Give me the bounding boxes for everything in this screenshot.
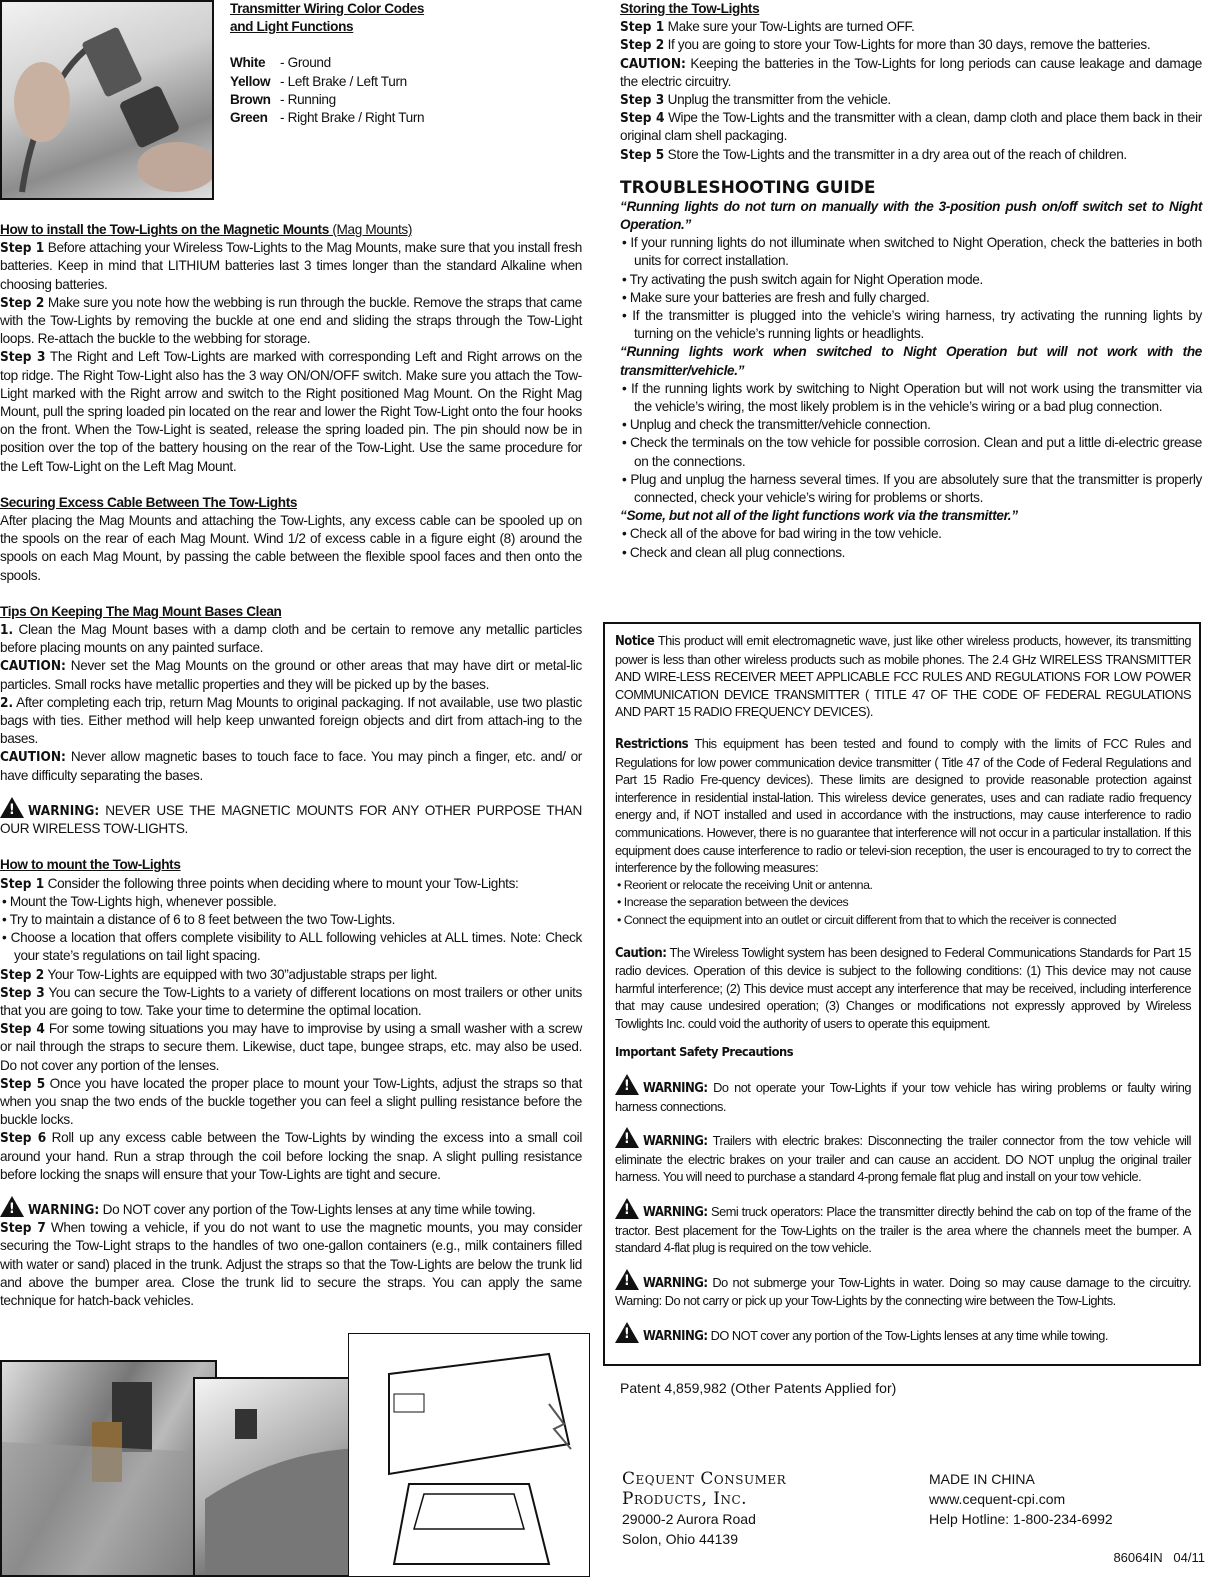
install-step: [0, 239, 582, 294]
mount-step: [0, 1129, 582, 1184]
bullet-text: Check all of the above for bad wiring in the tow vehicle.: [629, 526, 942, 542]
warning-text: Trailers with electric brakes: Disconnecting the trailer connector from the tow vehicle will eliminate the electric brakes on your trailer and can cause an accident. DO NOT unplug the original trailer harness. You will need to purchase a standard 4-prong female flat plug and install on your tow vehicle.: [615, 1133, 1191, 1185]
safety-warning: [615, 1322, 1191, 1346]
wire-function: - Running: [280, 91, 336, 107]
warning-icon: [615, 1127, 639, 1148]
warning-text: NEVER USE THE MAGNETIC MOUNTS FOR ANY OTHER PURPOSE THAN OUR WIRELESS TOW-LIGHTS.: [0, 802, 582, 837]
bullet-icon: •: [2, 893, 10, 909]
step-text: Never set the Mag Mounts on the ground or other areas that may have dirt or metal-lic particles. Small rocks have metallic properties and they will be picked up by the bases.: [0, 658, 582, 692]
bullet-text: Check and clean all plug connections.: [629, 544, 846, 560]
trouble-bullet: [620, 289, 1202, 307]
bullet-icon: •: [622, 380, 631, 396]
trouble-bullet: [620, 544, 1202, 562]
measure-bullet: [615, 877, 1191, 895]
wire-function: - Left Brake / Left Turn: [280, 73, 407, 89]
storing-item: [620, 91, 1202, 109]
company-address-1: 29000-2 Aurora Road: [622, 1511, 756, 1527]
warning-label: WARNING:: [643, 1329, 708, 1344]
wiring-row: [230, 91, 590, 109]
step-text: Once you have located the proper place to mount your Tow-Lights, adjust the straps so that when you snap the two ends of the buckle together you can feel a slight pulling resistance before the buckle locks.: [0, 1075, 582, 1128]
step-text: When towing a vehicle, if you do not want to use the magnetic mounts, you may consider securing the Tow-Light straps to the handles of two one-gallon containers (e.g., milk containers filled with water or sand) placed in the trunk. Adjust the straps so that the Tow-Lights are below the trunk lid and above the bumper area. Close the trunk lid to secure the straps. You can apply the same technique for hatch-back vehicles.: [0, 1220, 582, 1308]
warning-label: WARNING:: [28, 1201, 100, 1218]
caution-text: The Wireless Towlight system has been designed to Federal Communications Standards for Part 15 radio devices. Operation of this device is subject to the following conditions: (1) This device may not cause harmful interference; (2) This device must accept any interference that may be received, including interference that may cause undesired operation; (3) Changes or modifications not expressly approved by Wireless Towlights Inc. could void the authority of users to operate this equipment.: [615, 944, 1191, 1031]
bullet-text: Connect the equipment into an outlet or circuit different from that to which the receiver is connected: [623, 912, 1116, 927]
wiring-row: [230, 54, 590, 72]
wiring-row: [230, 73, 590, 91]
step-text: After completing each trip, return Mag Mounts to original packaging. If not available, use two plastic bags with ties. Either method will help keep unwanted foreign objects and dirt from attach-ing to the bases.: [0, 694, 582, 747]
bullet-text: If the transmitter is plugged into the vehicle’s wiring harness, try activating the running lights by turning on the vehicle’s running lights or headlights.: [632, 308, 1202, 342]
mount-step: [0, 1075, 582, 1130]
website: www.cequent-cpi.com: [929, 1491, 1066, 1507]
wire-function: - Right Brake / Right Turn: [280, 110, 425, 126]
install-title: How to install the Tow-Lights on the Magnetic Mounts: [0, 222, 329, 237]
mount-steps: [0, 966, 582, 1184]
step-label: Step 7: [0, 1220, 46, 1237]
caution-label: Caution:: [615, 945, 667, 961]
wire-color: Brown: [230, 91, 271, 107]
storing-items: [620, 18, 1202, 164]
mount-title: How to mount the Tow-Lights: [0, 857, 181, 873]
storing-item: [620, 55, 1202, 91]
caution-paragraph: [615, 944, 1191, 1033]
step-text: Unplug the transmitter from the vehicle.: [664, 92, 891, 108]
step-text: Your Tow-Lights are equipped with two 30”adjustable straps per light.: [44, 966, 438, 982]
storing-title: Storing the Tow-Lights: [620, 1, 760, 16]
step-text: Make sure your Tow-Lights are turned OFF.: [664, 19, 915, 35]
company-name-1: Cequent Consumer: [622, 1469, 787, 1489]
hotline: Help Hotline: 1-800-234-6992: [929, 1511, 1113, 1527]
contact-block: [929, 1469, 1199, 1529]
install-title-suffix: (Mag Mounts): [328, 222, 413, 237]
securing-title: Securing Excess Cable Between The Tow-Lights: [0, 494, 298, 510]
securing-text: After placing the Mag Mounts and attaching the Tow-Lights, any excess cable can be spooled up on the spools on the rear of each Mag Mount. Wind 1/2 of excess cable in a figure eight (8) around the spools on each Mag Mount, by passing the cable between the flexible spool faces and then onto the spools.: [0, 513, 582, 583]
trouble-bullet: [620, 434, 1202, 470]
trouble-bullet: [620, 525, 1202, 543]
step-text: Before attaching your Wireless Tow-Lights to the Mag Mounts, make sure that you install fresh batteries. Keep in mind that LITHIUM batteries last 3 times longer than the standard Alkaline when choosing batteries.: [0, 240, 582, 292]
wiring-table: [230, 54, 590, 127]
doc-code: 86064IN 04/11: [1113, 1550, 1205, 1565]
bullet-text: If your running lights do not illuminate when switched to Night Operation, check the batteries in both units for correct installation.: [630, 235, 1202, 269]
safety-warning: [615, 1269, 1191, 1310]
warning-icon: [615, 1074, 639, 1095]
plug-photo: [0, 0, 214, 200]
trouble-bullets-3: [620, 525, 1202, 561]
mount-warning: [0, 1196, 582, 1219]
bullet-text: Choose a location that offers complete visibility to ALL following vehicles at ALL times. Note: Check your state’s regulations on tail light spacing.: [10, 930, 582, 964]
bullet-icon: •: [622, 435, 631, 451]
install-section: [0, 221, 582, 239]
step-label: Step 1: [0, 240, 45, 257]
step-label: Step 4: [620, 110, 665, 127]
tips-item: [0, 621, 582, 657]
mount-step-7: [0, 1219, 582, 1310]
warning-text: Do not operate your Tow-Lights if your tow vehicle has wiring problems or faulty wiring harness connections.: [615, 1080, 1191, 1114]
mount-step: [0, 966, 582, 984]
bullet-text: Try to maintain a distance of 6 to 8 feet between the two Tow-Lights.: [9, 911, 395, 927]
warning-icon: [615, 1269, 639, 1290]
mount-section: [0, 856, 582, 1310]
rv-car-drawing: [349, 1334, 589, 1576]
install-steps: [0, 239, 582, 476]
wire-color: White: [230, 55, 266, 71]
made-in: MADE IN CHINA: [929, 1471, 1035, 1487]
troubleshooting-title: TROUBLESHOOTING GUIDE: [620, 177, 876, 198]
step-label: Step 2: [0, 294, 45, 311]
plug-photo-illustration: [2, 2, 212, 198]
step-label: Step 5: [620, 146, 665, 163]
step-text: If you are going to store your Tow-Lights for more than 30 days, remove the batteries.: [664, 37, 1151, 53]
warning-label: WARNING:: [643, 1134, 708, 1150]
warning-label: WARNING:: [28, 802, 100, 819]
trouble-bullet: [620, 234, 1202, 270]
company-block: [622, 1469, 922, 1549]
mount-bullets: [0, 893, 582, 966]
bullet-icon: •: [622, 235, 631, 251]
warning-label: WARNING:: [643, 1275, 708, 1291]
bullet-text: Try activating the push switch again for Night Operation mode.: [629, 271, 983, 287]
safety-warning: [615, 1198, 1191, 1257]
bullet-icon: •: [622, 271, 630, 287]
warning-text: Semi truck operators: Place the transmitter directly behind the cab on top of the frame of the tractor. Best placement for the Tow-Lights on the trailer is the area where the channels meet the bumper. A standard 4-flat plug is required on the tow vehicle.: [615, 1204, 1191, 1256]
mag-mount-photo: [0, 1360, 217, 1577]
install-step: [0, 348, 582, 475]
safety-warning: [615, 1127, 1191, 1186]
warning-icon: [615, 1198, 639, 1219]
tips-items: [0, 621, 582, 785]
step-text: Wipe the Tow-Lights and the transmitter with a clean, damp cloth and place them back in their original clam shell packaging.: [620, 110, 1202, 144]
restrictions-text: This equipment has been tested and found to comply with the limits of FCC Rules and Regulations for low power communication device transmitter ( Title 47 of the Code of Federal Regulations and Part 15 Radio Fre-quency devices). These limits are designed to provide reasonable protection against interference in residential instal-lation. This wireless device generates, uses and can radiate radio frequency energy and, if NOT installed and used in accordance with the instructions, may cause interference to radio communications. However, there is no guarantee that interference will not occur in a particular installation. If this equipment does cause interference to radio or televi-sion reception, the user is encouraged to try to correct the interference by the following measures:: [615, 735, 1191, 876]
trouble-bullets-2: [620, 380, 1202, 507]
step-text: For some towing situations you may have to improvise by using a small washer with a screw or nail through the straps to secure them. Likewise, duct tape, bungee straps, etc. may also be used. Do not cover any portion of the lenses.: [0, 1021, 582, 1073]
warning-label: WARNING:: [643, 1081, 708, 1097]
step-text: Consider the following three points when deciding where to mount your Tow-Lights:: [44, 875, 519, 891]
warning-label: WARNING:: [643, 1205, 708, 1221]
mount-bullet: [0, 911, 582, 929]
warning-text: Do not submerge your Tow-Lights in water. Doing so may cause damage to the circuitry. Warning: Do not carry or pick up your Tow-Lights by the connecting wire between the Tow-Lights.: [615, 1274, 1191, 1309]
mag-mount-illustration: [2, 1362, 215, 1575]
mount-bullet: [0, 929, 582, 965]
trouble-bullet: [620, 471, 1202, 507]
wiring-section: [230, 0, 590, 127]
bullet-icon: •: [622, 544, 630, 560]
bullet-icon: •: [622, 526, 630, 542]
safety-warnings: [615, 1074, 1191, 1346]
step-label: 1.: [0, 622, 14, 639]
tips-item: [0, 694, 582, 749]
warning-text: Do NOT cover any portion of the Tow-Lights lenses at any time while towing.: [99, 1201, 536, 1217]
step-label: CAUTION:: [620, 55, 686, 72]
restrictions-label: Restrictions: [615, 736, 689, 752]
storing-item: [620, 109, 1202, 145]
wiring-title: Transmitter Wiring Color Codes: [230, 1, 425, 16]
step-label: Step 5: [0, 1075, 46, 1092]
mount-step: [0, 984, 582, 1020]
safety-warning: [615, 1074, 1191, 1115]
bullet-text: Mount the Tow-Lights high, whenever possible.: [9, 893, 277, 909]
storing-item: [620, 18, 1202, 36]
bullet-text: Unplug and check the transmitter/vehicle connection.: [629, 417, 931, 433]
bullet-icon: •: [622, 308, 633, 324]
step-label: Step 1: [0, 875, 45, 892]
storing-item: [620, 36, 1202, 54]
tips-item: [0, 657, 582, 693]
trouble-bullet: [620, 380, 1202, 416]
bullet-icon: •: [617, 877, 624, 892]
fcc-notice-box: [603, 622, 1201, 1366]
warning-icon: [0, 797, 24, 818]
trouble-bullet: [620, 416, 1202, 434]
storing-item: [620, 146, 1202, 164]
step-text: Store the Tow-Lights and the transmitter in a dry area out of the reach of children.: [664, 146, 1127, 162]
step-label: Step 6: [0, 1130, 47, 1147]
tips-title: Tips On Keeping The Mag Mount Bases Clean: [0, 603, 282, 619]
trouble-question-1: “Running lights do not turn on manually with the 3-position push on/off switch set to Night Operation.”: [620, 198, 1202, 233]
measure-bullet: [615, 912, 1191, 930]
wiring-row: [230, 109, 590, 127]
trouble-question-2: “Running lights work when switched to Night Operation but will not work with the transmitter/vehicle.”: [620, 344, 1202, 378]
install-step: [0, 294, 582, 349]
bullet-icon: •: [617, 912, 624, 927]
warning-icon: [0, 1196, 24, 1217]
step-text: Never allow magnetic bases to touch face to face. You may pinch a finger, etc. and/ or have difficulty separating the bases.: [0, 749, 582, 783]
notice-text: This product will emit electromagnetic wave, just like other wireless products, however, its transmitting power is less than other wireless products such as mobile phones. The 2.4 GHz WIRELESS TRANSMITTER AND WIRE-LESS RECEIVER MEET APPLICABLE FCC RULES AND REGULATIONS FOR LOW POWER COMMUNICATION DEVICE TRANSMITTER ( TITLE 47 OF THE CODE OF FEDERAL REGULATIONS AND PART 15 RADIO FREQUENCY DEVICES).: [615, 633, 1191, 720]
bullet-icon: •: [2, 930, 11, 946]
mount-step: [0, 1020, 582, 1075]
bullet-icon: •: [622, 417, 630, 433]
bullet-text: If the running lights work by switching to Night Operation but will not work using the transmitter via the vehicle’s wiring, the most likely problem is in the vehicle’s wiring or a bad plug connection.: [630, 380, 1202, 415]
company-name-2: Products, Inc.: [622, 1489, 748, 1509]
bullet-text: Increase the separation between the devices: [623, 895, 849, 910]
step-text: Roll up any excess cable between the Tow-Lights by winding the excess into a small coil around your hand. Run a strap through the coil before locking the snap. A slight pulling resistance before locking the snaps will ensure that your Tow-Lights are tight and secure.: [0, 1130, 583, 1182]
bullet-icon: •: [622, 289, 630, 305]
bullet-text: Make sure your batteries are fresh and fully charged.: [629, 289, 930, 305]
bullet-text: Check the terminals on the tow vehicle for possible corrosion. Clean and put a little di-electric grease on the connections.: [630, 435, 1202, 469]
tips-section: [0, 603, 582, 838]
bullet-icon: •: [2, 911, 10, 927]
tips-item: [0, 748, 582, 784]
mount-bullet: [0, 893, 582, 911]
step-text: Clean the Mag Mount bases with a damp cloth and be certain to remove any metallic particles before placing mounts on any painted surface.: [0, 622, 582, 656]
wire-color: Green: [230, 110, 268, 126]
step-label: 2.: [0, 694, 14, 711]
step-label: Step 2: [620, 37, 665, 54]
step-text: You can secure the Tow-Lights to a variety of different locations on most trailers or other units that you are going to tow. Take your time to determine the optimal location.: [0, 984, 582, 1018]
left-column: [0, 221, 582, 1310]
right-column: [620, 0, 1202, 562]
restrictions-paragraph: [615, 735, 1191, 877]
step-label: CAUTION:: [0, 749, 66, 766]
trouble-question-3: “Some, but not all of the light functions work via the transmitter.”: [620, 508, 1018, 524]
safety-title: Important Safety Precautions: [615, 1045, 794, 1061]
wire-function: - Ground: [280, 55, 331, 71]
step-text: The Right and Left Tow-Lights are marked with corresponding Left and Right arrows on the top ridge. The Right Tow-Light also has the 3 way ON/ON/OFF switch. Make sure you attach the Tow-Light marked with the Right arrow and switch to the Right positioned Mag Mount. On the Right Mag Mount, pull the spring loaded pin located on the rear and lower the Right Tow-Light onto the four hooks on the front. When the Tow-Light is seated, release the spring loaded pin. The pin should now be in position over the top of the battery housing on the rear of the Tow-Light. Use the same procedure for the Left Tow-Light on the Left Mag Mount.: [0, 349, 582, 474]
mount-step-1: [0, 875, 582, 893]
wire-color: Yellow: [230, 73, 271, 89]
notice-label: Notice: [615, 634, 655, 649]
bullet-text: Reorient or relocate the receiving Unit or antenna.: [623, 877, 873, 892]
patent: Patent 4,859,982 (Other Patents Applied for): [620, 1380, 897, 1396]
warning-icon: [615, 1322, 639, 1343]
bullet-text: Plug and unplug the harness several times. If you are absolutely sure that the transmitter is properly connected, check your vehicle’s wiring for problems or shorts.: [630, 471, 1202, 506]
step-label: Step 3: [0, 349, 46, 366]
tips-warning: [0, 797, 582, 838]
trouble-bullet: [620, 271, 1202, 289]
warning-text: DO NOT cover any portion of the Tow-Lights lenses at any time while towing.: [707, 1328, 1108, 1343]
step-label: CAUTION:: [0, 658, 66, 675]
step-label: Step 1: [620, 19, 665, 36]
trouble-bullet: [620, 307, 1202, 343]
rv-tow-illustration: [348, 1333, 590, 1577]
bullet-icon: •: [622, 471, 631, 487]
measure-bullet: [615, 894, 1191, 912]
step-label: Step 2: [0, 966, 45, 983]
company-address-2: Solon, Ohio 44139: [622, 1531, 738, 1547]
wiring-title-2: and Light Functions: [230, 19, 354, 35]
step-text: Keeping the batteries in the Tow-Lights for long periods can cause leakage and damage the electric circuitry.: [620, 55, 1202, 89]
measures-list: [615, 877, 1191, 930]
notice-paragraph: [615, 632, 1191, 721]
step-label: Step 3: [0, 984, 45, 1001]
bullet-icon: •: [617, 895, 624, 910]
securing-section: [0, 494, 582, 585]
trouble-bullets-1: [620, 234, 1202, 343]
step-text: Make sure you note how the webbing is run through the buckle. Remove the straps that came with the Tow-Lights by removing the buckle at one end and sliding the straps through the Tow-Light loops. Re-attach the buckle to the webbing for storage.: [0, 294, 582, 347]
step-label: Step 3: [620, 92, 665, 109]
step-label: Step 4: [0, 1021, 45, 1038]
